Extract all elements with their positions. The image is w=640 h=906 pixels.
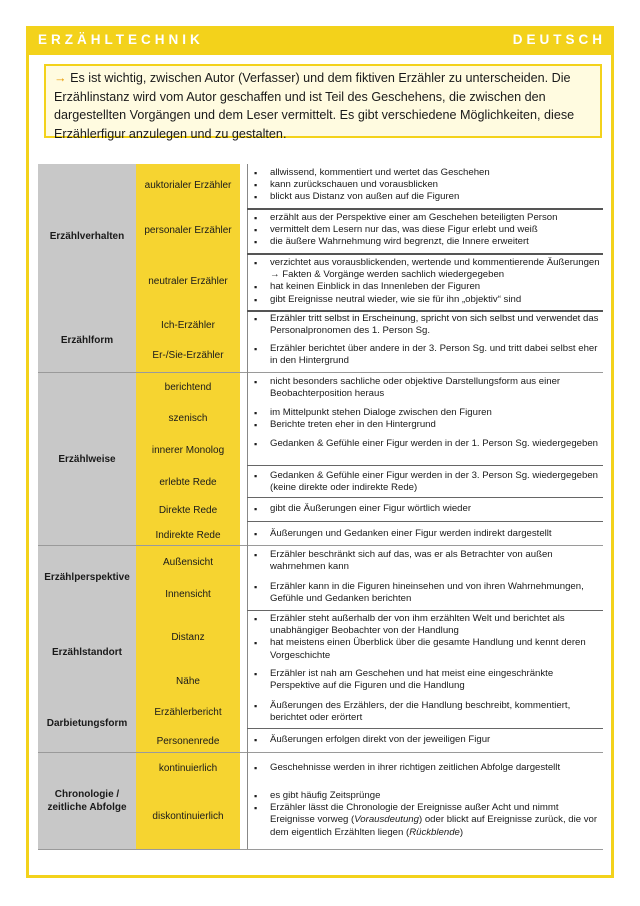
- bullet-item: ▪ blickt aus Distanz von außen auf die Figuren: [254, 191, 600, 203]
- description: [254, 257, 600, 306]
- term-vorausdeutung: Vorausdeutung: [354, 814, 419, 826]
- bullet-item: ▪ Erzähler lässt die Chronologie der Ereignisse außer Acht und nimmt Ereignisse vorweg (Vorausdeutung) oder blickt auf Ereignisse zurück, die vor dem eigentlich Erzählten liegen (Rückblende): [254, 802, 600, 839]
- row-divider: [247, 728, 603, 729]
- bullet-item: ▪ Berichte treten eher in den Hintergrund: [254, 419, 600, 431]
- description: [254, 438, 600, 450]
- bullet-item: ▪ Erzähler beschränkt sich auf das, was er als Betrachter von außen wahrnehmen kann: [254, 549, 600, 573]
- bullet-item: ▪ Äußerungen erfolgen direkt von der jeweiligen Figur: [254, 734, 600, 746]
- description: [254, 762, 600, 774]
- bullet-item: ▪ vermittelt dem Lesern nur das, was diese Figur erlebt und weiß: [254, 224, 600, 236]
- description: [254, 470, 600, 494]
- bullet-item: ▪ Erzähler berichtet über andere in der 3. Person Sg. und tritt dabei selbst eher in den Hintergrund: [254, 343, 600, 367]
- term-label: Direkte Rede: [158, 505, 218, 516]
- header-title: ERZÄHLTECHNIK: [38, 32, 204, 47]
- bullet-item: ▪ gibt die Äußerungen einer Figur wörtlich wieder: [254, 503, 600, 515]
- bullet-item: ▪ Äußerungen und Gedanken einer Figur werden indirekt dargestellt: [254, 528, 600, 540]
- description: [254, 313, 600, 337]
- row-divider: [247, 253, 603, 255]
- bullet-item: ▪ Gedanken & Gefühle einer Figur werden in der 1. Person Sg. wiedergegeben: [254, 438, 600, 450]
- bullet-item: ▪ gibt Ereignisse neutral wieder, wie sie für ihn „objektiv“ sind: [254, 294, 600, 306]
- bullet-item: ▪ Erzähler tritt selbst in Erscheinung, spricht von sich selbst und verwendet das Personalpronomen des 1. Person Sg.: [254, 313, 600, 337]
- description: [254, 376, 600, 400]
- row-divider: [247, 497, 603, 498]
- bullet-item: ▪ die äußere Wahrnehmung wird begrenzt, die Innere erweitert: [254, 236, 600, 248]
- section-divider: [38, 752, 603, 753]
- term-label: personaler Erzähler: [144, 225, 232, 236]
- intro-text: Es ist wichtig, zwischen Autor (Verfasser) und dem fiktiven Erzähler zu unterscheiden. Die Erzählinstanz wird vom Autor geschaffen und ist Teil des Geschehens, die zwischen den dargestellten Vorgängen und dem Leser vermittelt. Es gibt verschiedene Möglichkeiten, diese Erzählerfigur anzulegen und zu gestalten.: [54, 71, 575, 141]
- description: [254, 503, 600, 515]
- category-label: Erzählperspektive: [44, 572, 130, 583]
- category-label: Erzählverhalten: [49, 231, 125, 242]
- column-rule: [247, 164, 248, 849]
- bullet-item: ▪ Erzähler ist nah am Geschehen und hat meist eine eingeschränkte Perspektive auf die Figuren und die Handlung: [254, 668, 600, 692]
- bullet-item: ▪ Erzähler steht außerhalb der von ihm erzählten Welt und berichtet als unabhängiger Beobachter von der Handlung: [254, 613, 600, 637]
- header-bar: [26, 26, 614, 55]
- category-label: Erzählstandort: [51, 647, 122, 658]
- category-label: Erzählweise: [58, 454, 116, 465]
- term-label: auktorialer Erzähler: [144, 180, 232, 191]
- bullet-item: ▪ allwissend, kommentiert und wertet das Geschehen: [254, 167, 600, 179]
- term-label: Distanz: [171, 632, 205, 643]
- term-label: szenisch: [168, 413, 208, 424]
- row-divider: [247, 208, 603, 210]
- row-divider: [247, 610, 603, 611]
- description: [254, 581, 600, 605]
- term-label: kontinuierlich: [158, 763, 218, 774]
- description: [254, 549, 600, 573]
- term-label: Außensicht: [162, 557, 214, 568]
- bullet-item: ▪ Gedanken & Gefühle einer Figur werden in der 3. Person Sg. wiedergegeben (keine direkte oder indirekte Rede): [254, 470, 600, 494]
- arrow-icon: →: [54, 71, 67, 85]
- term-label: Indirekte Rede: [155, 530, 221, 541]
- term-label: Nähe: [176, 676, 200, 687]
- term-rueckblende: Rückblende: [409, 826, 460, 838]
- section-divider: [38, 545, 603, 546]
- bullet-item: ▪ verzichtet aus vorausblickenden, wertende und kommentierende Äußerungen → Fakten & Vorgänge werden sachlich wiedergegeben: [254, 257, 600, 281]
- bullet-item: ▪ Äußerungen des Erzählers, der die Handlung beschreibt, kommentiert, berichtet oder erörtert: [254, 700, 600, 724]
- bullet-item: ▪ Erzähler kann in die Figuren hineinsehen und von ihren Wahrnehmungen, Gefühle und Gedanken berichten: [254, 581, 600, 605]
- category-label: zeitliche Abfolge: [47, 802, 127, 813]
- bullet-item: ▪ hat keinen Einblick in das Innenleben der Figuren: [254, 281, 600, 293]
- description: [254, 734, 600, 746]
- term-label: Er-/Sie-Erzähler: [152, 350, 224, 361]
- term-label: Erzählerbericht: [154, 707, 222, 718]
- row-divider: [247, 465, 603, 466]
- table-bottom-line: [38, 849, 603, 850]
- term-label: Personenrede: [156, 736, 220, 747]
- term-label: berichtend: [164, 382, 212, 393]
- term-label: Ich-Erzähler: [161, 320, 215, 331]
- bullet-item: ▪ erzählt aus der Perspektive einer am Geschehen beteiligten Person: [254, 212, 600, 224]
- intro-box: [44, 64, 602, 141]
- bullet-item: ▪ nicht besonders sachliche oder objektive Darstellungsform aus einer Beobachterposition heraus: [254, 376, 600, 400]
- category-label: Chronologie /: [54, 789, 120, 800]
- description: [254, 167, 600, 204]
- term-block-2: [136, 373, 240, 545]
- term-label: Innensicht: [165, 589, 211, 600]
- bullet-item: ▪ hat meistens einen Überblick über die gesamte Handlung und kennt deren Vorgeschichte: [254, 637, 600, 661]
- row-divider: [247, 310, 603, 312]
- term-label: diskontinuierlich: [152, 811, 224, 822]
- term-label: erlebte Rede: [159, 477, 217, 488]
- section-divider: [38, 372, 603, 373]
- bullet-item: ▪ kann zurückschauen und vorausblicken: [254, 179, 600, 191]
- description: [254, 212, 600, 249]
- description: [254, 613, 600, 662]
- description: [254, 528, 600, 540]
- header-subject: DEUTSCH: [512, 32, 606, 47]
- description: [254, 343, 600, 367]
- bullet-item: ▪ Geschehnisse werden in ihrer richtigen zeitlichen Abfolge dargestellt: [254, 762, 600, 774]
- bullet-item: ▪ es gibt häufig Zeitsprünge: [254, 790, 600, 802]
- description: [254, 700, 600, 724]
- term-block-3: [136, 546, 240, 752]
- bullet-item: ▪ im Mittelpunkt stehen Dialoge zwischen den Figuren: [254, 407, 600, 419]
- category-label: Darbietungsform: [46, 718, 128, 729]
- description: [254, 668, 600, 692]
- description: [254, 407, 600, 431]
- category-label: Erzählform: [60, 335, 114, 346]
- row-divider: [247, 521, 603, 522]
- term-block-1: [136, 164, 240, 372]
- term-label: neutraler Erzähler: [148, 276, 228, 287]
- term-label: innerer Monolog: [151, 445, 225, 456]
- description: [254, 790, 600, 839]
